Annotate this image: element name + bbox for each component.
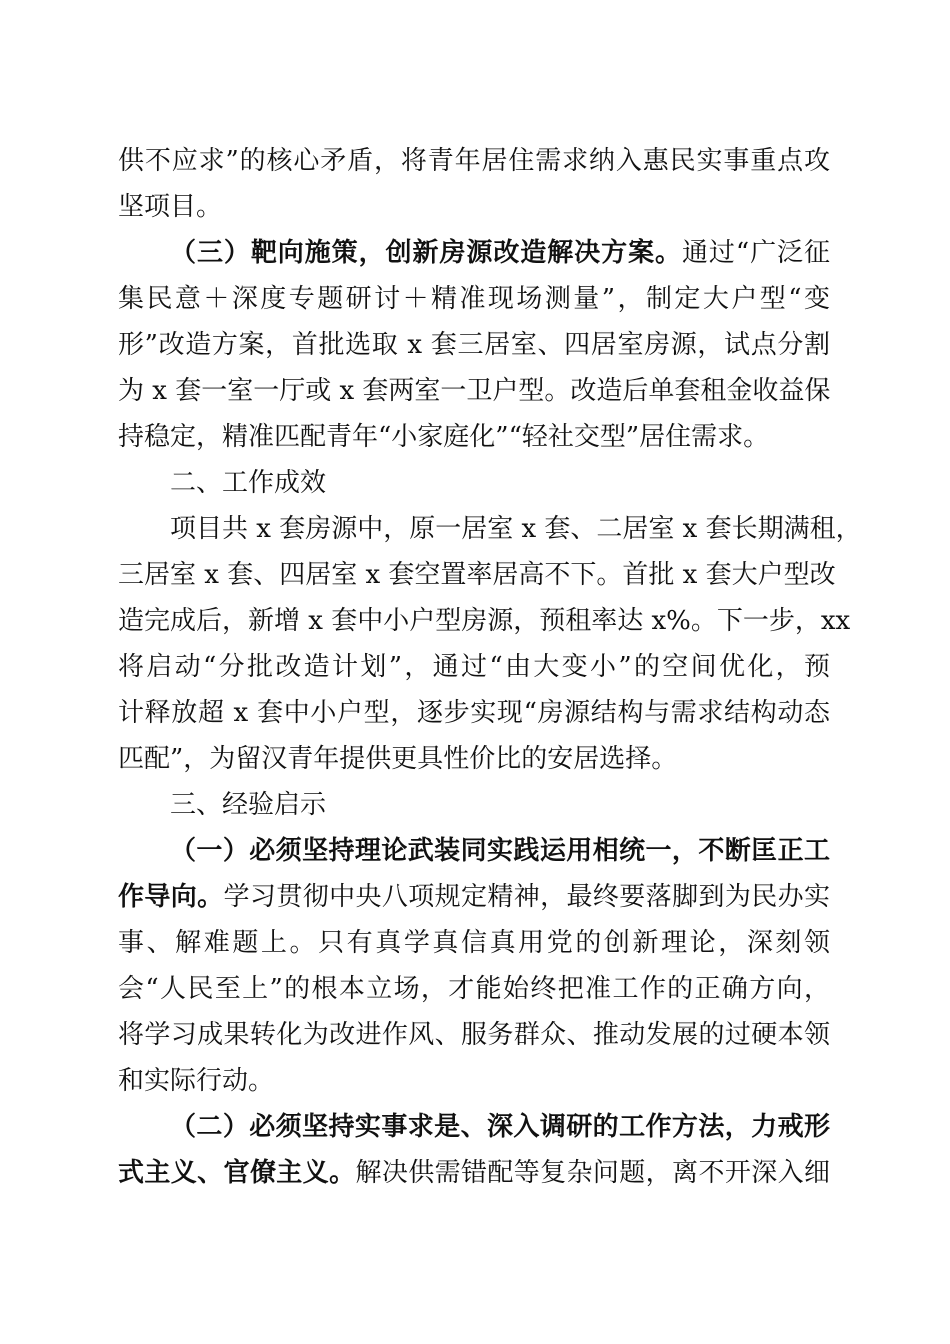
lesson-2-heading-line: （二）必须坚持实事求是、深入调研的工作方法，力戒形: [170, 1112, 830, 1142]
lesson-2-heading-end: 式主义、官僚主义。: [118, 1158, 356, 1188]
section-3-text-start: 通过“广泛征: [681, 238, 830, 268]
section-3-heading: （三）靶向施策，创新房源改造解决方案。: [170, 238, 682, 268]
section-3-first-line: [170, 235, 830, 271]
paragraph-line: 会“人民至上”的根本立场，才能始终把准工作的正确方向，: [118, 974, 830, 1004]
paragraph-line: 匹配”，为留汉青年提供更具性价比的安居选择。: [118, 744, 678, 774]
paragraph-line: 将启动“分批改造计划”，通过“由大变小”的空间优化，预: [118, 652, 830, 682]
paragraph-line: 和实际行动。: [118, 1066, 275, 1096]
paragraph-line: 集民意＋深度专题研讨＋精准现场测量”，制定大户型“变: [118, 284, 830, 314]
lesson-2-mixed-line: [118, 1155, 830, 1191]
paragraph-line: 形”改造方案，首批选取 x 套三居室、四居室房源，试点分割: [118, 330, 830, 360]
lesson-1-heading-end: 作导向。: [118, 882, 224, 912]
heading-work-results: 二、工作成效: [170, 468, 327, 498]
paragraph-line: 供不应求”的核心矛盾，将青年居住需求纳入惠民实事重点攻: [118, 146, 830, 176]
heading-lessons: 三、经验启示: [170, 790, 327, 820]
paragraph-line: 为 x 套一室一厅或 x 套两室一卫户型。改造后单套租金收益保: [118, 376, 831, 406]
paragraph-line: 造完成后，新增 x 套中小户型房源，预租率达 x%。下一步，xx: [118, 606, 851, 636]
lesson-1-text-start: 学习贯彻中央八项规定精神，最终要落脚到为民办实: [223, 882, 830, 912]
lesson-2-text-start: 解决供需错配等复杂问题，离不开深入细: [355, 1158, 830, 1188]
paragraph-line: 三居室 x 套、四居室 x 套空置率居高不下。首批 x 套大户型改: [118, 560, 836, 590]
paragraph-line: 计释放超 x 套中小户型，逐步实现“房源结构与需求结构动态: [118, 698, 830, 728]
paragraph-line: 持稳定，精准匹配青年“小家庭化”“轻社交型”居住需求。: [118, 422, 770, 452]
lesson-1-heading-line: （一）必须坚持理论武装同实践运用相统一，不断匡正工: [170, 836, 830, 866]
paragraph-line: 事、解难题上。只有真学真信真用党的创新理论，深刻领: [118, 928, 830, 958]
paragraph-line: 坚项目。: [118, 192, 223, 222]
paragraph-line: 将学习成果转化为改进作风、服务群众、推动发展的过硬本领: [118, 1020, 830, 1050]
lesson-1-mixed-line: [118, 879, 830, 915]
paragraph-line: 项目共 x 套房源中，原一居室 x 套、二居室 x 套长期满租，: [170, 514, 862, 544]
